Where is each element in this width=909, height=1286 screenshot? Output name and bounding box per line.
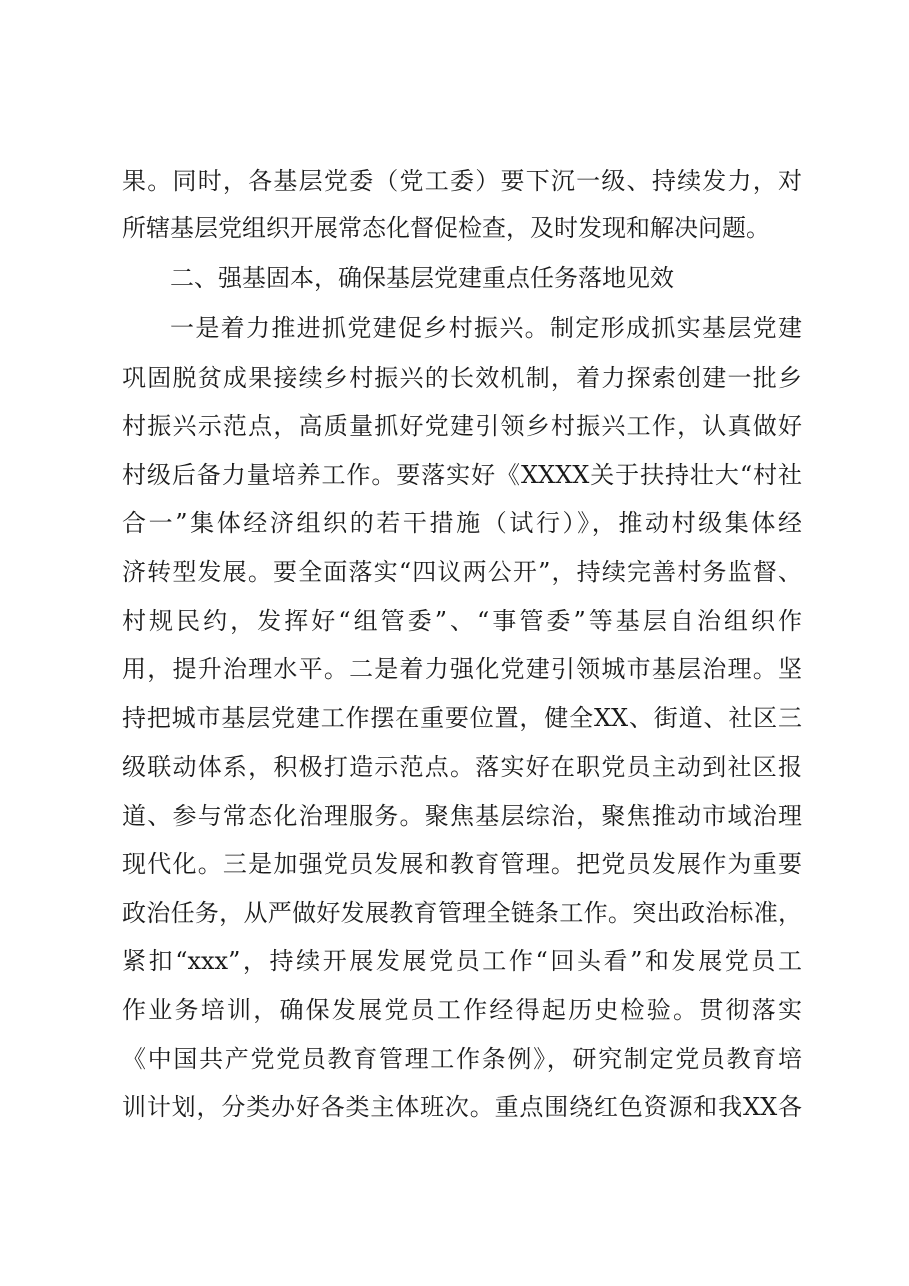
section-heading: 二、强基固本，确保基层党建重点任务落地见效 xyxy=(170,264,674,292)
paragraph-line: 村级后备力量培养工作。要落实好《XXXX关于扶持壮大“村社 xyxy=(122,461,802,489)
paragraph-line: 村振兴示范点，高质量抓好党建引领乡村振兴工作，认真做好 xyxy=(122,412,802,440)
paragraph-line: 道、参与常态化治理服务。聚焦基层综治，聚焦推动市域治理 xyxy=(122,802,802,830)
paragraph-line: 一是着力推进抓党建促乡村振兴。制定形成抓实基层党建 xyxy=(170,314,802,342)
paragraph-line: 村规民约，发挥好“组管委”、“事管委”等基层自治组织作 xyxy=(122,607,802,635)
paragraph-line: 级联动体系，积极打造示范点。落实好在职党员主动到社区报 xyxy=(122,753,802,781)
paragraph-line: 现代化。三是加强党员发展和教育管理。把党员发展作为重要 xyxy=(122,850,802,878)
paragraph-line: 济转型发展。要全面落实“四议两公开”，持续完善村务监督、 xyxy=(122,558,802,586)
paragraph-line: 《中国共产党党员教育管理工作条例》，研究制定党员教育培 xyxy=(122,1045,802,1073)
paragraph-line: 所辖基层党组织开展常态化督促检查，及时发现和解决问题。 xyxy=(122,214,770,242)
paragraph-line: 用，提升治理水平。二是着力强化党建引领城市基层治理。坚 xyxy=(122,655,802,683)
paragraph-line: 合一”集体经济组织的若干措施（试行）》，推动村级集体经 xyxy=(122,509,802,537)
paragraph-line: 巩固脱贫成果接续乡村振兴的长效机制，着力探索创建一批乡 xyxy=(122,364,802,392)
paragraph-line: 作业务培训，确保发展党员工作经得起历史检验。贯彻落实 xyxy=(122,996,802,1024)
paragraph-line: 果。同时，各基层党委（党工委）要下沉一级、持续发力，对 xyxy=(122,167,802,195)
paragraph-line: 紧扣“xxx”，持续开展发展党员工作“回头看”和发展党员工 xyxy=(122,947,802,975)
paragraph-line: 政治任务，从严做好发展教育管理全链条工作。突出政治标准， xyxy=(122,899,802,927)
paragraph-line: 训计划，分类办好各类主体班次。重点围绕红色资源和我XX各 xyxy=(122,1093,802,1121)
paragraph-line: 持把城市基层党建工作摆在重要位置，健全XX、街道、社区三 xyxy=(122,704,802,732)
